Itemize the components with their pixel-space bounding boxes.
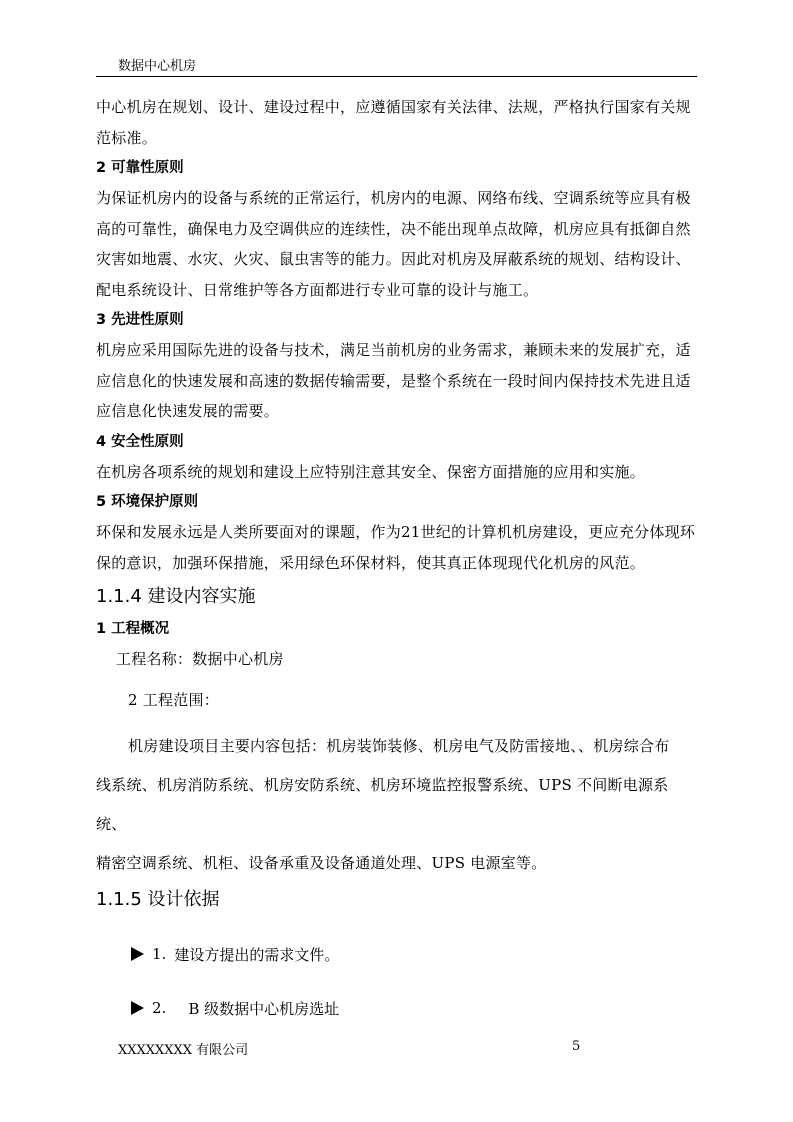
header-divider (96, 76, 697, 77)
list-item (96, 981, 697, 1035)
principle-heading-security: 4 安全性原则 (96, 433, 184, 450)
principle-heading-environment: 5 环境保护原则 (96, 494, 199, 510)
arrow-bullet-icon (131, 1001, 144, 1015)
list-item-text: B 级数据中心机房选址 (188, 999, 340, 1018)
section-heading-115: 1.1.5 设计依据 (96, 889, 220, 910)
arrow-bullet-icon (131, 947, 144, 961)
page-number: 5 (572, 1039, 581, 1054)
principle-text-reliability: 为保证机房内的设备与系统的正常运行，机房内的电源、网络布线、空调系统等应具有极高的可靠性，确保电力及空调供应的连续性，决不能出现单点故障，机房应具有抵御自然灾害如地震、水灾、火灾、鼠虫害等的能力。因此对机房及屏蔽系统的规划、结构设计、配电系统设计、日常维护等各方面都进行专业可靠的设计与施工。 (96, 189, 691, 299)
list-item-number: 1. (152, 945, 167, 963)
principle-text-advanced: 机房应采用国际先进的设备与技术，满足当前机房的业务需求，兼顾未来的发展扩充，适应信息化的快速发展和高速的数据传输需要，是整个系统在一段时间内保持技术先进且适应信息化快速发展的需要。 (96, 341, 691, 420)
design-basis-list (96, 927, 697, 1035)
project-overview-heading: 1 工程概况 (96, 621, 170, 637)
project-scope-line-2: 线系统、机房消防系统、机房安防系统、机房环境监控报警系统、UPS 不间断电源系统、 (96, 776, 669, 833)
document-body (96, 92, 697, 1035)
intro-paragraph: 中心机房在规划、设计、建设过程中，应遵循国家有关法律、法规，严格执行国家有关规范标准。 (96, 98, 691, 147)
project-name: 工程名称：数据中心机房 (116, 650, 284, 668)
footer-company: XXXXXXXX 有限公司 (118, 1043, 249, 1058)
page-header-title: 数据中心机房 (118, 59, 197, 74)
list-item-text: 建设方提出的需求文件。 (174, 945, 340, 964)
principle-heading-advanced: 3 先进性原则 (96, 312, 184, 328)
list-item (96, 927, 697, 981)
list-item-number: 2. (152, 999, 167, 1017)
principle-text-security: 在机房各项系统的规划和建设上应特别注意其安全、保密方面措施的应用和实施。 (96, 462, 646, 481)
principle-text-environment: 环保和发展永远是人类所要面对的课题，作为21世纪的计算机机房建设，更应充分体现环保的意识，加强环保措施，采用绿色环保材料，使其真正体现现代化机房的风范。 (96, 523, 696, 572)
project-scope-line-1: 机房建设项目主要内容包括：机房装饰装修、机房电气及防雷接地、、机房综合布 (128, 737, 670, 755)
project-scope-line-3: 精密空调系统、机柜、设备承重及设备通道处理、UPS 电源室等。 (96, 854, 547, 872)
section-heading-114: 1.1.4 建设内容实施 (96, 586, 256, 607)
principle-heading-reliability: 2 可靠性原则 (96, 160, 184, 176)
project-scope-label: 2 工程范围： (128, 690, 220, 709)
